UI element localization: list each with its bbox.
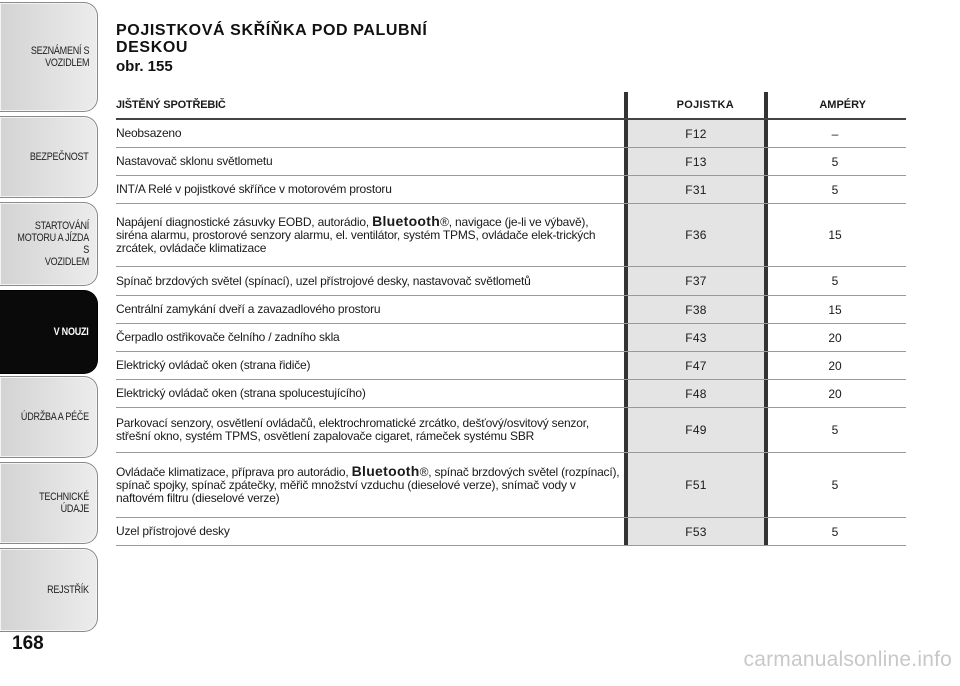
row-fuse: F12 (628, 120, 764, 147)
row-fuse: F31 (628, 176, 764, 203)
table-row (116, 296, 906, 324)
row-description: Spínač brzdových světel (spínací), uzel přístrojové desky, nastavovač světlometů (116, 273, 531, 288)
table-row (116, 352, 906, 380)
desc-part-2: ®, spínač brzdových světel (rozpínací), spínač spojky, spínač zpátečky, měřič množství vzduchu (dieselové verze), snímač vody v naftovém filtru (dieselové verze) (116, 465, 620, 505)
row-description (116, 453, 624, 517)
row-fuse: F36 (628, 204, 764, 266)
row-description: Centrální zamykání dveří a zavazadlového prostoru (116, 302, 381, 316)
tab-rejstrik[interactable] (0, 548, 98, 632)
tab-label: TECHNICKÉ ÚDAJE (39, 491, 89, 515)
title-line-2: DESKOU (116, 39, 189, 56)
row-amps: – (831, 126, 839, 141)
fuse-table (116, 92, 906, 546)
row-description-text (116, 465, 620, 505)
header-device: JIŠTĚNÝ SPOTŘEBIČ (116, 92, 624, 118)
row-amps: 5 (831, 154, 839, 169)
table-row (116, 204, 906, 267)
tab-bezpecnost[interactable] (0, 116, 98, 198)
bluetooth-wordmark: Bluetooth (351, 463, 420, 479)
table-row (116, 453, 906, 518)
tab-label: V NOUZI (54, 326, 89, 338)
row-fuse: F13 (628, 148, 764, 175)
row-amps: 20 (828, 330, 842, 345)
figure-reference: obr. 155 (116, 58, 173, 75)
tab-label: ÚDRŽBA A PÉČE (21, 411, 89, 423)
tab-startovani[interactable] (0, 202, 98, 286)
table-row (116, 380, 906, 408)
table-row (116, 120, 906, 148)
row-amps: 15 (828, 302, 842, 317)
tab-label: SEZNÁMENÍ S VOZIDLEM (30, 45, 89, 69)
table-row (116, 176, 906, 204)
table-row (116, 267, 906, 296)
tab-label: BEZPEČNOST (30, 151, 89, 163)
row-amps: 15 (828, 228, 842, 242)
row-fuse: F49 (628, 408, 764, 452)
row-amps: 5 (831, 524, 839, 539)
row-description: Elektrický ovládač oken (strana řidiče) (116, 358, 311, 372)
page-title (116, 22, 427, 56)
row-amps: 20 (828, 358, 842, 373)
row-description: Parkovací senzory, osvětlení ovládačů, elektrochromatické zrcátko, dešťový/osvitový senzor, střešní okno, systém TPMS, osvětlení zapalovače cigaret, rámeček systému SBR (116, 416, 589, 443)
row-description: Čerpadlo ostřikovače čelního / zadního skla (116, 330, 340, 344)
table-row (116, 518, 906, 546)
row-fuse: F37 (628, 267, 764, 295)
row-description: Nastavovač sklonu světlometu (116, 154, 273, 168)
header-fuse: POJISTKA (628, 92, 764, 118)
row-description: Uzel přístrojové desky (116, 524, 230, 538)
table-row (116, 408, 906, 453)
row-amps: 5 (831, 478, 839, 492)
tab-label: REJSTŘÍK (47, 584, 89, 596)
tab-seznameni[interactable] (0, 2, 98, 112)
table-row (116, 148, 906, 176)
row-amps: 5 (831, 182, 839, 197)
table-header-row (116, 92, 906, 120)
row-description (116, 204, 624, 266)
header-amps: AMPÉRY (768, 92, 902, 118)
row-fuse: F43 (628, 324, 764, 351)
desc-part-2: ®, navigace (je-li ve výbavě), siréna alarmu, prostorové senzory alarmu, el. ventilátor, systém TPMS, ovládače elek-trických zrcátek, ovládače klimatizace (116, 215, 596, 255)
watermark-text: carmanualsonline.info (743, 648, 952, 671)
tab-label: STARTOVÁNÍ MOTORU A JÍZDA S VOZIDLEM (17, 220, 89, 268)
row-fuse: F51 (628, 453, 764, 517)
row-fuse: F53 (628, 518, 764, 545)
page-number: 168 (12, 633, 44, 654)
table-row (116, 324, 906, 352)
tab-v-nouzi[interactable] (0, 290, 98, 374)
row-fuse: F47 (628, 352, 764, 379)
bluetooth-wordmark: Bluetooth (372, 213, 441, 229)
tab-technicke-udaje[interactable] (0, 462, 98, 544)
row-fuse: F48 (628, 380, 764, 407)
row-description-text (116, 215, 620, 255)
row-description: Neobsazeno (116, 126, 182, 140)
row-description: INT/A Relé v pojistkové skříňce v motorovém prostoru (116, 182, 392, 196)
desc-part-1: Napájení diagnostické zásuvky EOBD, autorádio, (116, 215, 373, 229)
row-amps: 5 (831, 423, 839, 437)
row-amps: 20 (828, 386, 842, 401)
chapter-sidebar (0, 0, 100, 686)
desc-part-1: Ovládače klimatizace, příprava pro autorádio, (116, 465, 352, 479)
tab-udrzba[interactable] (0, 376, 98, 458)
row-fuse: F38 (628, 296, 764, 323)
title-line-1: POJISTKOVÁ SKŘÍŇKA POD PALUBNÍ (116, 22, 428, 39)
row-description: Elektrický ovládač oken (strana spolucestujícího) (116, 386, 366, 400)
row-amps: 5 (831, 274, 839, 288)
